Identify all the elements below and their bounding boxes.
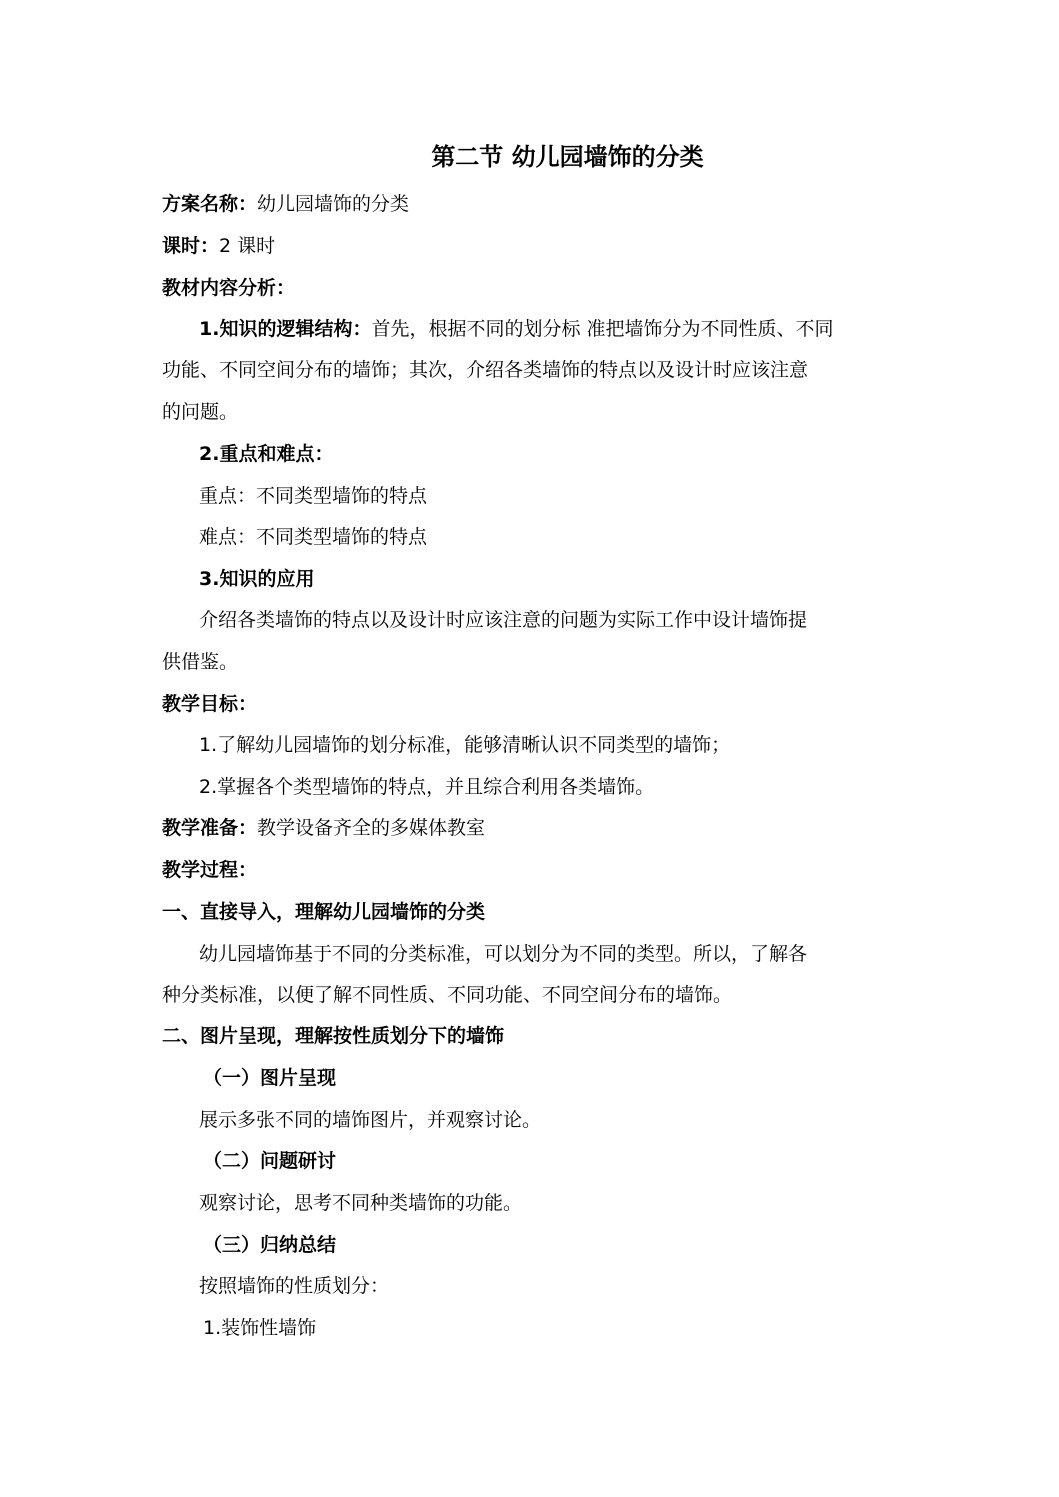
- sub3-heading: （三）归纳总结: [203, 1234, 337, 1256]
- application-text-2: 供借鉴。: [162, 651, 239, 673]
- sub1-heading: （一）图片呈现: [203, 1067, 337, 1089]
- section1-text-2: 种分类标准，以便了解不同性质、不同功能、不同空间分布的墙饰。: [162, 984, 733, 1006]
- prep-value: 教学设备齐全的多媒体教室: [257, 817, 486, 839]
- section1-heading: 一、直接导入，理解幼儿园墙饰的分类: [162, 901, 486, 923]
- hours-value: 2 课时: [219, 235, 276, 257]
- key-heading: 2.重点和难点：: [199, 443, 334, 465]
- process-heading: 教学过程：: [162, 859, 258, 881]
- section1-text-1: 幼儿园墙饰基于不同的分类标准，可以划分为不同的类型。所以，了解各: [199, 943, 808, 965]
- content-analysis-heading: 教材内容分析：: [162, 277, 296, 299]
- goal-2: 2.掌握各个类型墙饰的特点，并且综合利用各类墙饰。: [199, 776, 655, 798]
- goal-1: 1.了解幼儿园墙饰的划分标准，能够清晰认识不同类型的墙饰；: [199, 734, 731, 756]
- logic-label: 1.知识的逻辑结构：: [199, 318, 372, 340]
- plan-name-value: 幼儿园墙饰的分类: [257, 193, 410, 215]
- difficult-point: 难点：不同类型墙饰的特点: [199, 526, 428, 548]
- sub1-text: 展示多张不同的墙饰图片，并观察讨论。: [199, 1109, 542, 1131]
- prep-line: [162, 814, 485, 842]
- key-point: 重点：不同类型墙饰的特点: [199, 485, 428, 507]
- sub2-text: 观察讨论，思考不同种类墙饰的功能。: [199, 1192, 523, 1214]
- prep-label: 教学准备：: [162, 817, 258, 839]
- page-title: 第二节 幼儿园墙饰的分类: [431, 142, 704, 171]
- logic-text-3: 的问题。: [162, 401, 239, 423]
- section2-heading: 二、图片呈现，理解按性质划分下的墙饰: [162, 1025, 505, 1047]
- plan-name-line: [162, 190, 409, 218]
- logic-text-2: 功能、不同空间分布的墙饰；其次，介绍各类墙饰的特点以及设计时应该注意: [162, 359, 809, 381]
- sub3-text: 按照墙饰的性质划分：: [199, 1275, 390, 1297]
- logic-line-1: [199, 315, 834, 343]
- hours-line: [162, 232, 275, 260]
- plan-name-label: 方案名称：: [162, 193, 258, 215]
- goals-heading: 教学目标：: [162, 693, 258, 715]
- logic-text-1: 首先，根据不同的划分标 准把墙饰分为不同性质、不同: [371, 318, 834, 340]
- item-1: 1.装饰性墙饰: [203, 1317, 317, 1339]
- application-text-1: 介绍各类墙饰的特点以及设计时应该注意的问题为实际工作中设计墙饰提: [199, 609, 808, 631]
- application-heading: 3.知识的应用: [199, 568, 315, 590]
- hours-label: 课时：: [162, 235, 220, 257]
- sub2-heading: （二）问题研讨: [203, 1150, 337, 1172]
